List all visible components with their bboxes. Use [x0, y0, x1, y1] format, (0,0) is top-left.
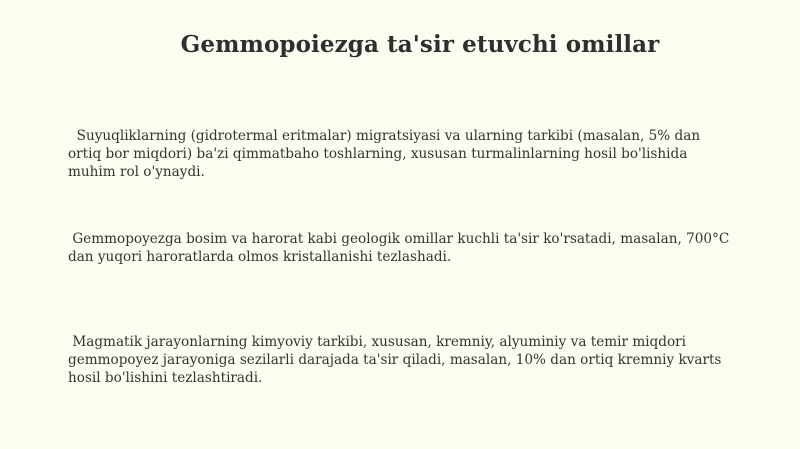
paragraph-fluid-migration: Suyuqliklarning (gidrotermal eritmalar) migratsiyasi va ularning tarkibi (masalan, 5% dan ortiq bor miqdori) ba'zi qimmatbaho toshlarning, xususan turmalinlarning hosil bo'lishida muhim rol o'ynaydi. [68, 128, 701, 180]
slide-title: Gemmopoiezga ta'sir etuvchi omillar [180, 31, 660, 58]
paragraph-magmatic-composition: Magmatik jarayonlarning kimyoviy tarkibi, xususan, kremniy, alyuminiy va temir miqdori gemmopoyez jarayoniga sezilarli darajada ta'sir qiladi, masalan, 10% dan ortiq kremniy kvarts hosil bo'lishini tezlashtiradi. [68, 334, 722, 386]
paragraph-pressure-temperature: Gemmopoyezga bosim va harorat kabi geologik omillar kuchli ta'sir ko'rsatadi, masalan, 700°C dan yuqori haroratlarda olmos kristallanishi tezlashadi. [68, 231, 730, 265]
